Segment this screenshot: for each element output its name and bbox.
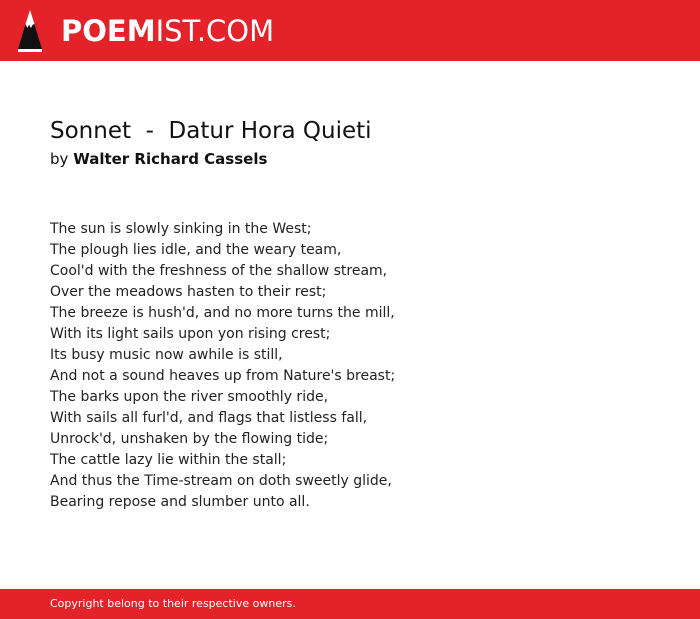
site-footer xyxy=(0,589,700,619)
poem-line: And thus the Time-stream on doth sweetly glide, xyxy=(50,473,392,489)
poem-line: The cattle lazy lie within the stall; xyxy=(50,452,287,468)
poem-line: The barks upon the river smoothly ride, xyxy=(50,389,329,405)
poem-line: With its light sails upon yon rising crest; xyxy=(50,326,331,342)
poem-line: Its busy music now awhile is still, xyxy=(50,347,283,363)
poem-line: The breeze is hush'd, and no more turns the mill, xyxy=(50,305,395,321)
poem-line: Unrock'd, unshaken by the flowing tide; xyxy=(50,431,329,447)
poem-line: Bearing repose and slumber unto all. xyxy=(50,494,310,510)
poem-line: With sails all furl'd, and flags that listless fall, xyxy=(50,410,368,426)
poem-line: And not a sound heaves up from Nature's breast; xyxy=(50,368,396,384)
brand-bold-text: POEM xyxy=(61,14,156,48)
byline xyxy=(50,149,267,169)
copyright-text: Copyright belong to their respective owners. xyxy=(50,597,296,610)
pencil-icon[interactable] xyxy=(16,9,44,53)
poem-body xyxy=(50,219,395,513)
poem-line: Over the meadows hasten to their rest; xyxy=(50,284,327,300)
poem-line: The plough lies idle, and the weary team, xyxy=(50,242,342,258)
byline-prefix: by xyxy=(50,150,69,168)
site-header xyxy=(0,0,700,61)
poem-title: Sonnet - Datur Hora Quieti xyxy=(50,118,372,144)
author-name: Walter Richard Cassels xyxy=(73,150,268,168)
poem-line: The sun is slowly sinking in the West; xyxy=(50,221,312,237)
poem-line: Cool'd with the freshness of the shallow stream, xyxy=(50,263,388,279)
site-logo[interactable] xyxy=(61,12,274,50)
brand-light-text: IST.COM xyxy=(155,14,275,48)
